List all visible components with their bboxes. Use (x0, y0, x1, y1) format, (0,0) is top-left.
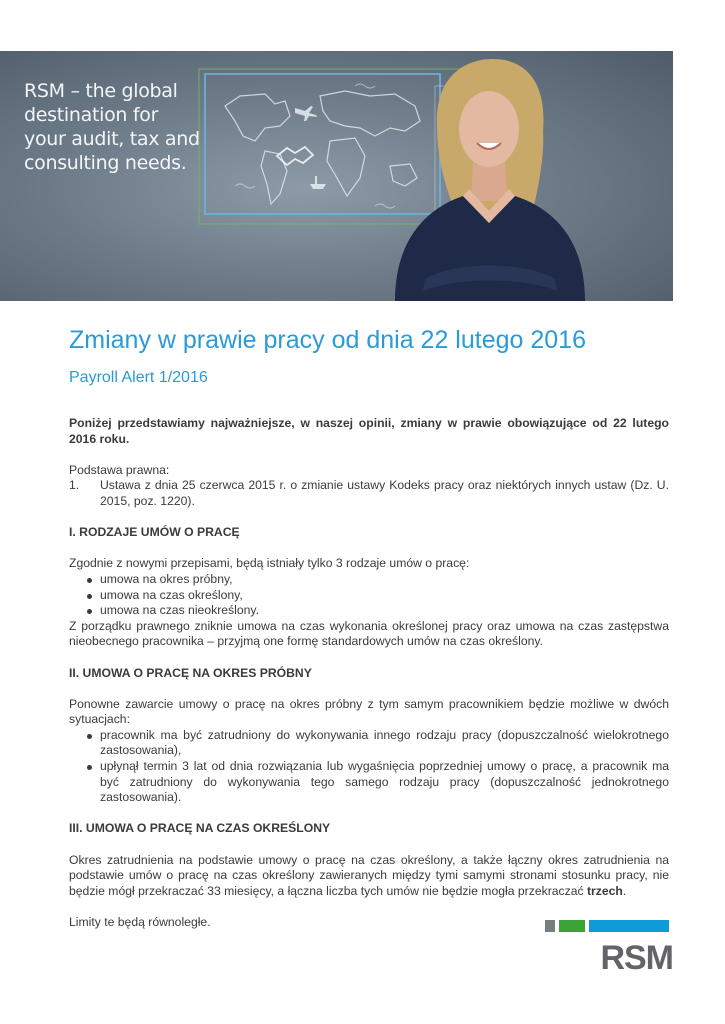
contract-types-list (69, 572, 669, 619)
section-outro: Z porządku prawnego zniknie umowa na czas wykonania określonej pracy oraz umowa na czas zastępstwa nieobecnego pracownika – przyjmą one formę standardowych umów na czas określony. (69, 618, 669, 649)
airplane-icon (295, 106, 317, 121)
section-paragraph (69, 853, 669, 900)
page-subtitle: Payroll Alert 1/2016 (69, 369, 208, 386)
list-item: umowa na okres próbny, (69, 572, 669, 588)
lead-paragraph: Poniżej przedstawiamy najważniejsze, w naszej opinii, zmiany w prawie obowiązujące od 22 lutego 2016 roku. (69, 416, 669, 446)
section-heading: II. UMOWA O PRACĘ NA OKRES PRÓBNY (69, 665, 312, 680)
list-item: umowa na czas nieokreślony. (69, 603, 669, 619)
legal-basis-text: Ustawa z dnia 25 czerwca 2015 r. o zmianie ustawy Kodeks pracy oraz niektórych innych ustaw (Dz. U. 2015, poz. 1220). (100, 478, 669, 508)
legal-basis-number: 1. (69, 478, 80, 493)
handshake-icon (277, 147, 313, 165)
list-item: pracownik ma być zatrudniony do wykonywania innego rodzaju pracy (dopuszczalność wielokrotnego zastosowania), (69, 728, 669, 759)
legal-basis-label: Podstawa prawna: (69, 462, 170, 477)
rsm-logo (545, 920, 673, 976)
section-intro: Zgodnie z nowymi przepisami, będą istniały tylko 3 rodzaje umów o pracę: (69, 556, 470, 571)
section-heading: III. UMOWA O PRACĘ NA CZAS OKREŚLONY (69, 821, 331, 836)
logo-gray-bar (545, 920, 555, 932)
ship-icon (310, 176, 326, 189)
list-item: umowa na czas określony, (69, 588, 669, 604)
logo-color-bars (545, 920, 673, 932)
list-item: upłynął termin 3 lat od dnia rozwiązania lub wygaśnięcia poprzedniej umowy o pracę, a pracownik ma być zatrudniony do wykonywania tego samego rodzaju pracy (dopuszczalność jednokrotnego zastosowania). (69, 759, 669, 806)
paragraph-text: Okres zatrudnienia na podstawie umowy o pracę na czas określony, a także łączny okres zatrudnienia na podstawie umów o pracę na czas określony zawieranych między tymi samymi stronami stosunku pracy, nie będzie mógł przekraczać 33 miesięcy, a łączna liczba tych umów nie będzie mogła przekraczać (69, 852, 669, 898)
legal-basis-item (69, 478, 669, 509)
document-body (69, 416, 669, 931)
hero-banner (0, 51, 673, 301)
logo-green-bar (559, 920, 585, 932)
closing-paragraph: Limity te będą równoległe. (69, 915, 211, 929)
emphasis-text: trzech (586, 883, 623, 898)
logo-blue-bar (589, 920, 669, 932)
probation-cases-list (69, 728, 669, 806)
page-title: Zmiany w prawie pracy od dnia 22 lutego 2016 (69, 326, 586, 354)
paragraph-end: . (622, 883, 627, 898)
section-intro: Ponowne zawarcie umowy o pracę na okres próbny z tym samym pracownikiem będzie możliwe w dwóch sytuacjach: (69, 696, 669, 727)
section-heading: I. RODZAJE UMÓW O PRACĘ (69, 525, 240, 540)
person-photo (385, 51, 595, 301)
banner-tagline: RSM – the global destination for your audit, tax and consulting needs. (24, 80, 200, 174)
logo-wordmark: RSM (600, 939, 673, 977)
